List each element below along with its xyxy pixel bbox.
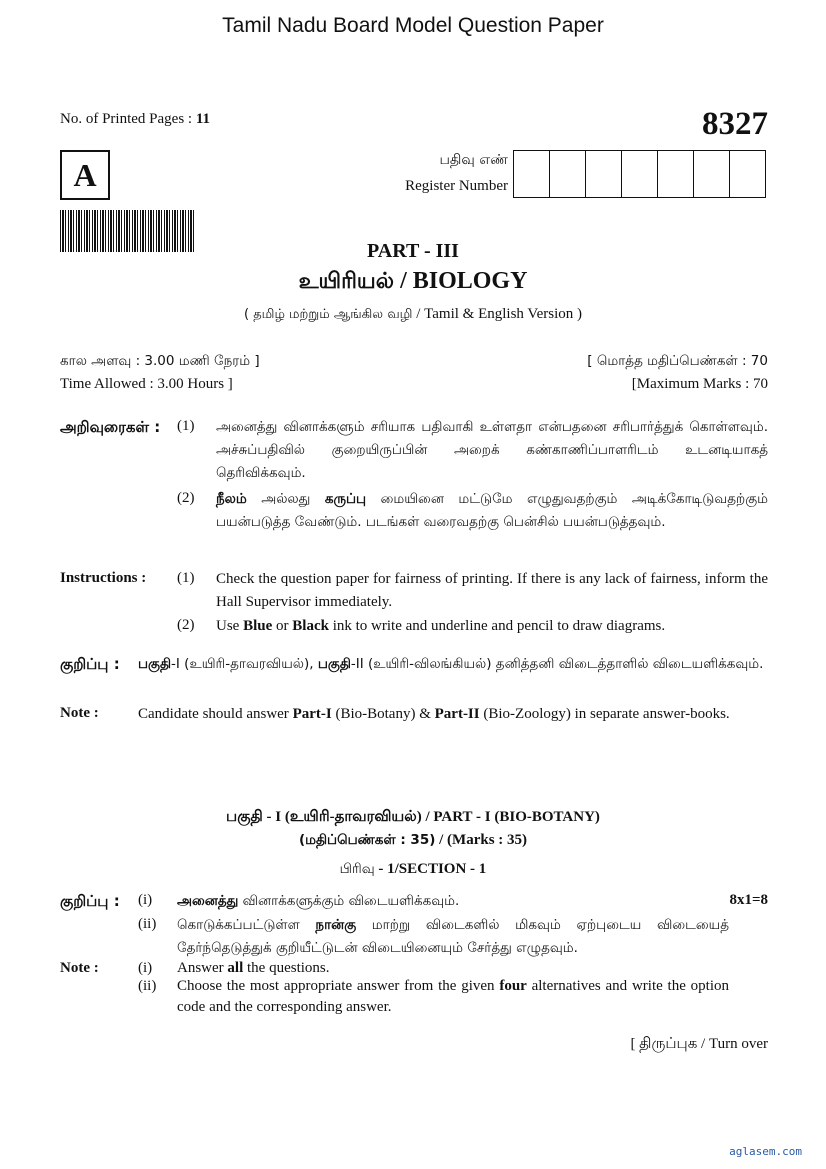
printed-pages-label: No. of Printed Pages : bbox=[60, 111, 193, 127]
four-bold-ta: நான்கு bbox=[315, 917, 357, 933]
note-en-part2: Part-II bbox=[434, 706, 480, 722]
section-note-ta-item-2 bbox=[177, 914, 729, 960]
register-digit-cell bbox=[514, 151, 550, 197]
section-note-en-item-2 bbox=[177, 976, 729, 1018]
subject-tamil: உயிரியல் bbox=[298, 269, 395, 294]
section-marks bbox=[0, 832, 826, 850]
section-note-ta-item-2-text2: மாற்று விடைகளில் மிகவும் ஏற்புடைய விடையைத் தேர்ந்தெடுத்துக் குறியீட்டுடன் விடையினையும் சேர்த்து எழுதவும். bbox=[177, 917, 729, 956]
ink-text-en-2: or bbox=[272, 618, 293, 634]
subject-english: BIOLOGY bbox=[412, 268, 528, 294]
subject-separator: / bbox=[394, 268, 413, 294]
section-note-english-label: Note : bbox=[60, 960, 99, 976]
section-note-ta-item-2-text1: கொடுக்கப்பட்டுள்ள bbox=[177, 917, 316, 933]
marks-tamil: [ மொத்த மதிப்பெண்கள் : 70 bbox=[587, 353, 768, 369]
section-note-ta-num-1: (i) bbox=[138, 892, 153, 908]
time-english: Time Allowed : 3.00 Hours ] bbox=[60, 376, 233, 392]
ink-text-ta-2: மையினை மட்டுமே எழுதுவதற்கும் அடிக்கோடிடுவதற்கும் பயன்படுத்த வேண்டும். படங்கள் வரைவதற்கு பென்சில் பயன்படுத்தவும். bbox=[216, 491, 768, 530]
instructions-english-num-1: (1) bbox=[177, 570, 195, 586]
section-number bbox=[0, 861, 826, 879]
time-tamil: கால அளவு : 3.00 மணி நேரம் ] bbox=[60, 353, 260, 369]
register-label-tamil: பதிவு எண் bbox=[439, 152, 508, 168]
instructions-english-num-2: (2) bbox=[177, 617, 195, 633]
section-note-en-item-1-text2: the questions. bbox=[243, 960, 330, 976]
instructions-english-item-2 bbox=[216, 615, 768, 638]
instructions-english-item-1: Check the question paper for fairness of printing. If there is any lack of fairness, inform the Hall Supervisor immediately. bbox=[216, 571, 768, 610]
instructions-tamil-item-1: அனைத்து வினாக்களும் சரியாக பதிவாகி உள்ளதா என்பதனை சரிபார்த்துக் கொள்ளவும். அச்சுப்பதிவில் குறையிருப்பின் அறைக் கண்காணிப்பாளரிடம் உடனடியாகத் தெரிவிக்கவும். bbox=[216, 419, 768, 481]
instructions-tamil-label: அறிவுரைகள் : bbox=[60, 418, 161, 436]
note-en-text3: (Bio-Zoology) in separate answer-books. bbox=[479, 706, 730, 722]
register-digit-cell bbox=[586, 151, 622, 197]
instructions-english-label: Instructions : bbox=[60, 570, 147, 586]
ink-blue-ta: நீலம் bbox=[216, 491, 247, 507]
subject-title bbox=[0, 268, 826, 297]
register-number-grid bbox=[513, 150, 766, 198]
ink-black-en: Black bbox=[292, 618, 329, 634]
note-english-text bbox=[138, 703, 768, 726]
note-ta-text1: -I (உயிரி-தாவரவியல்), bbox=[171, 656, 318, 672]
turn-over: [ திருப்புக / Turn over bbox=[630, 1036, 768, 1052]
maximum-marks bbox=[587, 350, 768, 396]
ink-black-ta: கருப்பு bbox=[324, 491, 367, 507]
ink-text-en-3: ink to write and underline and pencil to draw diagrams. bbox=[328, 618, 666, 634]
section-note-ta-item-1-text: வினாக்களுக்கும் விடையளிக்கவும். bbox=[238, 893, 460, 909]
section-note-en-item-1 bbox=[177, 960, 330, 977]
section-marks-tamil: (மதிப்பெண்கள் : 35) bbox=[298, 832, 436, 848]
set-letter-box: A bbox=[60, 150, 110, 200]
note-ta-part2: பகுதி bbox=[317, 656, 351, 672]
instructions-tamil-num-2: (2) bbox=[177, 490, 195, 506]
note-en-text2: (Bio-Botany) & bbox=[331, 706, 435, 722]
printed-pages-value: 11 bbox=[195, 111, 211, 127]
page-header-title: Tamil Nadu Board Model Question Paper bbox=[222, 14, 604, 37]
time-allowed bbox=[60, 350, 260, 396]
ink-blue-en: Blue bbox=[243, 618, 273, 634]
version-line bbox=[0, 306, 826, 323]
four-bold-en: four bbox=[499, 978, 527, 994]
instructions-tamil-item-2 bbox=[216, 488, 768, 534]
section-note-en-item-1-text1: Answer bbox=[177, 960, 228, 976]
footer-watermark: aglasem.com bbox=[729, 1145, 802, 1158]
ink-text-ta-1: அல்லது bbox=[246, 491, 325, 507]
section-note-en-item-2-text1: Choose the most appropriate answer from the given bbox=[177, 978, 500, 994]
note-english-label: Note : bbox=[60, 705, 99, 721]
section-note-ta-item-1 bbox=[177, 893, 459, 911]
section-marks-english: / (Marks : 35) bbox=[435, 832, 528, 848]
register-digit-cell bbox=[658, 151, 694, 197]
section-heading: பகுதி - I (உயிரி-தாவரவியல்) / PART - I (BIO-BOTANY) bbox=[226, 809, 600, 825]
register-digit-cell bbox=[730, 151, 765, 197]
note-en-text1: Candidate should answer bbox=[138, 706, 293, 722]
register-digit-cell bbox=[622, 151, 658, 197]
section-english: - 1/SECTION - 1 bbox=[374, 861, 487, 877]
all-bold-en: all bbox=[227, 960, 244, 976]
part-title: PART - III bbox=[367, 240, 459, 262]
note-en-part1: Part-I bbox=[292, 706, 332, 722]
register-digit-cell bbox=[550, 151, 586, 197]
instructions-tamil-num-1: (1) bbox=[177, 418, 195, 434]
note-tamil-text bbox=[138, 653, 768, 676]
section-note-en-num-1: (i) bbox=[138, 960, 153, 976]
section-note-en-item-2-text2: alternatives and write the option code and the corresponding answer. bbox=[177, 978, 729, 1015]
section-note-ta-num-2: (ii) bbox=[138, 916, 157, 932]
section-note-en-num-2: (ii) bbox=[138, 978, 157, 994]
note-ta-part1: பகுதி bbox=[138, 656, 172, 672]
register-label-english: Register Number bbox=[405, 178, 508, 194]
note-tamil-label: குறிப்பு : bbox=[60, 655, 120, 673]
version-tamil: ( தமிழ் மற்றும் ஆங்கில வழி bbox=[244, 307, 413, 322]
note-ta-text2: -II (உயிரி-விலங்கியல்) தனித்தனி விடைத்தாளில் விடையளிக்கவும். bbox=[350, 656, 764, 672]
ink-text-en-1: Use bbox=[216, 618, 244, 634]
section-score: 8x1=8 bbox=[729, 892, 768, 908]
marks-english: [Maximum Marks : 70 bbox=[631, 376, 768, 392]
paper-code: 8327 bbox=[702, 106, 768, 142]
section-tamil: பிரிவு bbox=[339, 861, 375, 877]
register-digit-cell bbox=[694, 151, 730, 197]
printed-pages bbox=[60, 111, 210, 128]
all-bold-ta: அனைத்து bbox=[177, 893, 239, 909]
version-english: / Tamil & English Version ) bbox=[412, 306, 582, 322]
section-note-tamil-label: குறிப்பு : bbox=[60, 892, 120, 910]
